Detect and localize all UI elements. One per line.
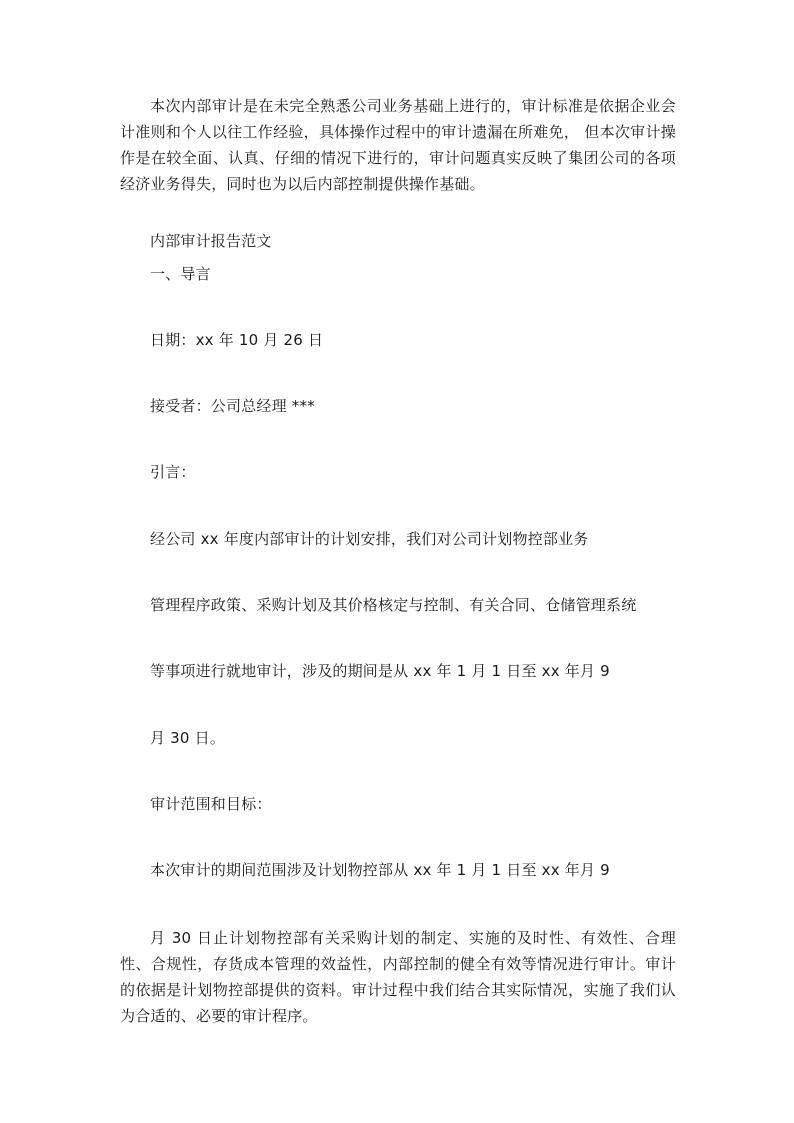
preface-label: 引言： — [150, 463, 196, 481]
section-title: 内部审计报告范文 — [150, 232, 272, 250]
scope-line-3: 等事项进行就地审计，涉及的期间是从 xx 年 1 月 1 日至 xx 年月 9 — [150, 662, 610, 680]
scope-line-1: 经公司 xx 年度内部审计的计划安排，我们对公司计划物控部业务 — [150, 530, 589, 548]
date-line: 日期：xx 年 10 月 26 日 — [150, 331, 324, 349]
period-line: 本次审计的期间范围涉及计划物控部从 xx 年 1 月 1 日至 xx 年月 9 — [150, 861, 610, 879]
intro-paragraph: 本次内部审计是在未完全熟悉公司业务基础上进行的，审计标准是依据企业会计准则和个人以往工作经验，具体操作过程中的审计遗漏在所难免， 但本次审计操作是在较全面、认真、仔细的情况下进行的，审计问题真实反映了集团公司的各项经济业务得失，同时也为以后内部控制提供操作基础。 — [120, 97, 676, 193]
scope-line-4: 月 30 日。 — [150, 729, 226, 747]
goals-label: 审计范围和目标： — [150, 795, 272, 813]
recipient-line: 接受者：公司总经理 *** — [150, 397, 315, 415]
section-heading: 一、导言 — [150, 265, 211, 283]
final-paragraph: 月 30 日止计划物控部有关采购计划的制定、实施的及时性、有效性、合理性、合规性，存货成本管理的效益性，内部控制的健全有效等情况进行审计。审计的依据是计划物控部提供的资料。审计过程中我们结合其实际情况，实施了我们认为合适的、必要的审计程序。 — [120, 929, 676, 1025]
scope-line-2: 管理程序政策、采购计划及其价格核定与控制、有关合同、仓储管理系统 — [150, 596, 637, 614]
